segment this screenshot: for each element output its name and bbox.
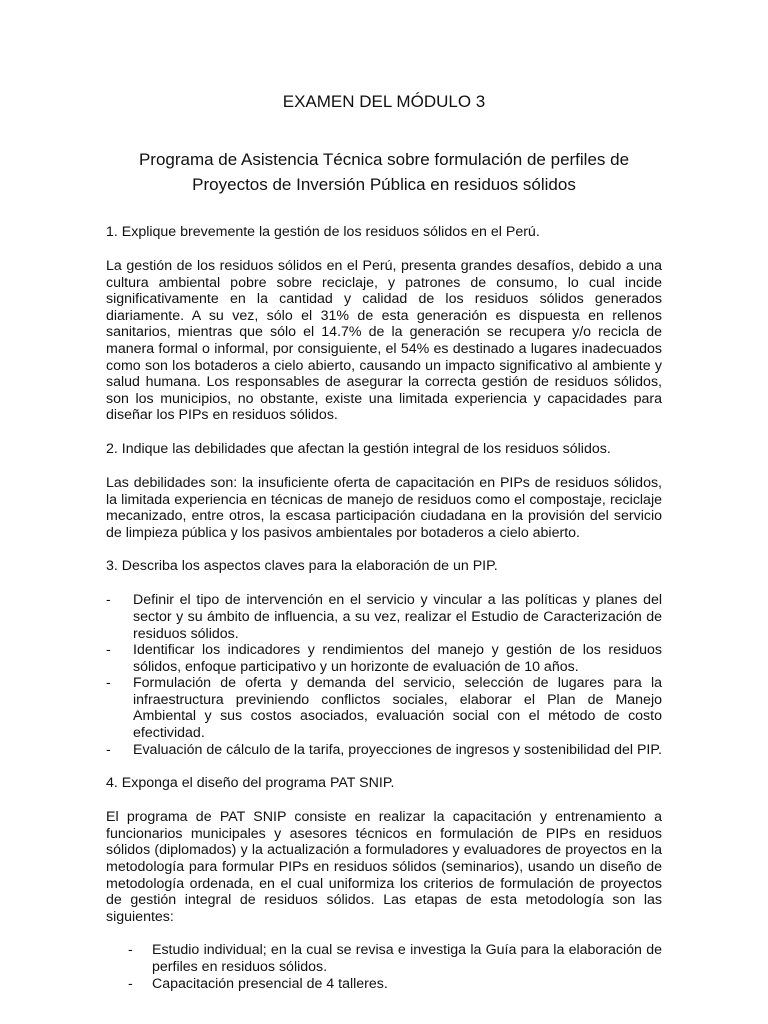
list-item — [128, 976, 662, 993]
document-title: EXAMEN DEL MÓDULO 3 — [282, 92, 486, 111]
list-item — [106, 742, 662, 759]
question-4: 4. Exponga el diseño del programa PAT SNIP. — [106, 775, 395, 792]
list-item — [106, 642, 662, 675]
subtitle-line-2: Proyectos de Inversión Pública en residuos sólidos — [192, 175, 576, 194]
dash-bullet: - — [106, 741, 111, 758]
dash-bullet: - — [128, 975, 133, 992]
list-item-text: Identificar los indicadores y rendimientos del manejo y gestión de los residuos sólidos, enfoque participativo y un horizonte de evaluación de 10 años. — [133, 642, 662, 675]
answer-4-list — [106, 942, 662, 992]
answer-2: Las debilidades son: la insuficiente oferta de capacitación en PIPs de residuos sólidos, la limitada experiencia en técnicas de manejo de residuos como el compostaje, reciclaje mecanizado, entre otros, la escasa participación ciudadana en la provisión del servicio de limpieza pública y los pasivos ambientales por botaderos a cielo abierto. — [106, 474, 662, 541]
dash-bullet: - — [106, 592, 111, 609]
list-item — [106, 592, 662, 642]
list-item-text: Estudio individual; en la cual se revisa e investiga la Guía para la elaboración de perfiles en residuos sólidos. — [152, 942, 662, 975]
answer-4: El programa de PAT SNIP consiste en realizar la capacitación y entrenamiento a funcionarios municipales y asesores técnicos en formulación de PIPs en residuos sólidos (diplomados) y la actualización a formuladores y evaluadores de proyectos en la metodología para formular PIPs en residuos sólidos (seminarios), usando un diseño de metodología ordenada, en el cual uniformiza los criterios de formulación de proyectos de gestión integral de residuos sólidos. Las etapas de esta metodología son las siguientes: — [106, 809, 662, 925]
list-item-text: Definir el tipo de intervención en el servicio y vincular a las políticas y planes del sector y su ámbito de influencia, a su vez, realizar el Estudio de Caracterización de residuos sólidos. — [133, 592, 662, 642]
list-item-text: Formulación de oferta y demanda del servicio, selección de lugares para la infraestructura previniendo conflictos sociales, elaborar el Plan de Manejo Ambiental y sus costos asociados, evaluación social con el método de costo efectividad. — [133, 675, 662, 742]
dash-bullet: - — [106, 675, 111, 692]
question-2: 2. Indique las debilidades que afectan la gestión integral de los residuos sólidos. — [106, 440, 611, 457]
answer-3-list — [106, 592, 662, 758]
question-1: 1. Explique brevemente la gestión de los residuos sólidos en el Perú. — [106, 224, 540, 240]
dash-bullet: - — [128, 942, 133, 959]
document-subtitle — [106, 147, 662, 197]
question-3: 3. Describa los aspectos claves para la elaboración de un PIP. — [106, 558, 498, 575]
list-item — [128, 942, 662, 975]
list-item — [106, 675, 662, 741]
dash-bullet: - — [106, 642, 111, 659]
list-item-text: Capacitación presencial de 4 talleres. — [152, 975, 388, 992]
answer-1: La gestión de los residuos sólidos en el Perú, presenta grandes desafíos, debido a una cultura ambiental pobre sobre reciclaje, y patrones de consumo, lo cual incide significativamente en la cantidad y calidad de los residuos sólidos generados diariamente. A su vez, sólo el 31% de esta generación es dispuesta en rellenos sanitarios, mientras que sólo el 14.7% de la generación se recupera y/o recicla de manera formal o informal, por consiguiente, el 54% es destinado a lugares inadecuados como son los botaderos a cielo abierto, causando un impacto significativo al ambiente y salud humana. Los responsables de asegurar la correcta gestión de residuos sólidos, son los municipios, no obstante, existe una limitada experiencia y capacidades para diseñar los PIPs en residuos sólidos. — [106, 258, 662, 424]
subtitle-line-1: Programa de Asistencia Técnica sobre formulación de perfiles de — [138, 150, 630, 169]
list-item-text: Evaluación de cálculo de la tarifa, proyecciones de ingresos y sostenibilidad del PIP. — [133, 741, 662, 758]
